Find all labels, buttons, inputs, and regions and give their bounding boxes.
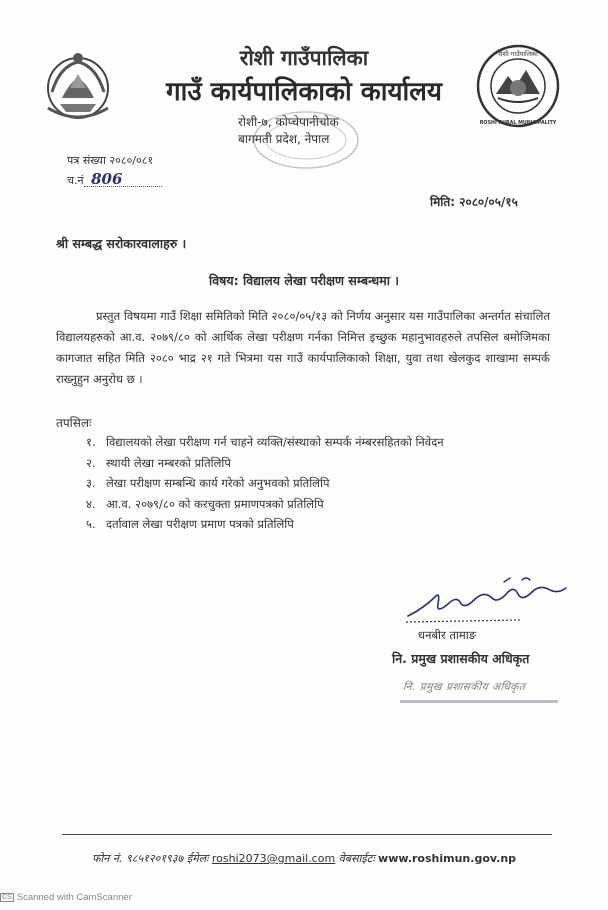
item-number: ५. [86,517,96,531]
item-number: १. [86,435,96,449]
signatory-stamp-text: नि. प्रमुख प्रशासकीय अधिकृत [402,681,526,693]
item-number: ३. [86,476,96,490]
body-paragraph: प्रस्तुत विषयमा गाउँ शिक्षा समितिको मिति २०८०/०५/१३ को निर्णय अनुसार यस गाउँपालिका अन्तर्गत संचालित विद्यालयहरुको आ.व. २०७९/८० को आर्थिक लेखा परीक्षण गर्नका निमित्त इच्छुक महानुभावहरुले तपसिल बमोजिमका कागजात सहित मिति २०८० भाद्र २१ गते भित्रमा यस गाउँ कार्यपालिकाको शिक्षा, युवा तथा खेलकुद शाखामा सम्पर्क राख्नुहुन अनुरोध छ । [56,309,550,386]
address-line-2: बागमती प्रदेश, नेपाल [238,132,330,146]
municipality-name: रोशी गाउँपालिका [239,46,369,70]
address-line-1: रोशी-७, कोप्चेपानीचोक [238,115,339,129]
office-address [238,114,339,148]
footer-phone: फोन नं. ९८५१२०१९३७ [91,852,184,865]
details-list [86,432,444,535]
details-heading: तपसिलः [56,416,92,430]
list-item [86,473,444,494]
footer-contact [0,851,608,866]
footer-website-label: वेबसाईटः [338,852,375,865]
camscanner-icon: CS [2,893,12,901]
stamp-underline [400,700,558,703]
footer-email-label: ईमेलः [186,852,209,865]
signatory-name: धनबीर तामाङ [418,628,477,642]
office-name: गाउँ कार्यपालिकाको कार्यालय [166,77,442,107]
list-item [86,432,444,453]
scanner-text: Scanned with CamScanner [16,892,132,903]
list-item [86,494,444,515]
item-text: दर्तावाल लेखा परीक्षण प्रमाण पत्रको प्रतिलिपि [106,517,294,531]
item-text: विद्यालयको लेखा परीक्षण गर्न चाहने व्यक्ति/संस्थाको सम्पर्क नंम्बरसहितको निवेदन [106,435,444,449]
reference-number: पत्र संख्या २०८०/०८१ [67,154,154,167]
scanner-watermark [0,892,132,903]
dispatch-underline [84,186,162,187]
item-text: स्थायी लेखा नम्बरको प्रतिलिपि [106,455,231,470]
footer-email: roshi2073@gmail.com [211,852,336,865]
list-item [86,453,444,474]
dispatch-label: च.नं [67,174,84,187]
item-number: २. [86,455,96,470]
item-text: आ.व. २०७९/८० को करचुक्ता प्रमाणपत्रको प्रतिलिपि [106,496,324,511]
dispatch-value: 806 [91,170,123,188]
right-emblem-text-bottom: ROSHI RURAL MUNICIPALITY [479,121,557,126]
signature-icon [400,574,572,630]
signatory-title: नि. प्रमुख प्रशासकीय अधिकृत [392,651,530,666]
footer-website: www.roshimun.gov.np [378,852,517,865]
footer-divider [62,834,552,835]
item-number: ४. [86,496,96,511]
subject-line: विषय: विद्यालय लेखा परीक्षण सम्बन्धमा । [208,273,400,288]
letter-date: मिति: २०८०/०५/१५ [430,195,518,209]
item-text: लेखा परीक्षण सम्बन्धि कार्य गरेको अनुभवको प्रतिलिपि [106,476,330,490]
list-item [86,514,444,535]
right-emblem-text-top: रोशी गाउँपालिका [498,50,538,58]
recipient: श्री सम्बद्ध सरोकारवालाहरु । [56,236,187,251]
